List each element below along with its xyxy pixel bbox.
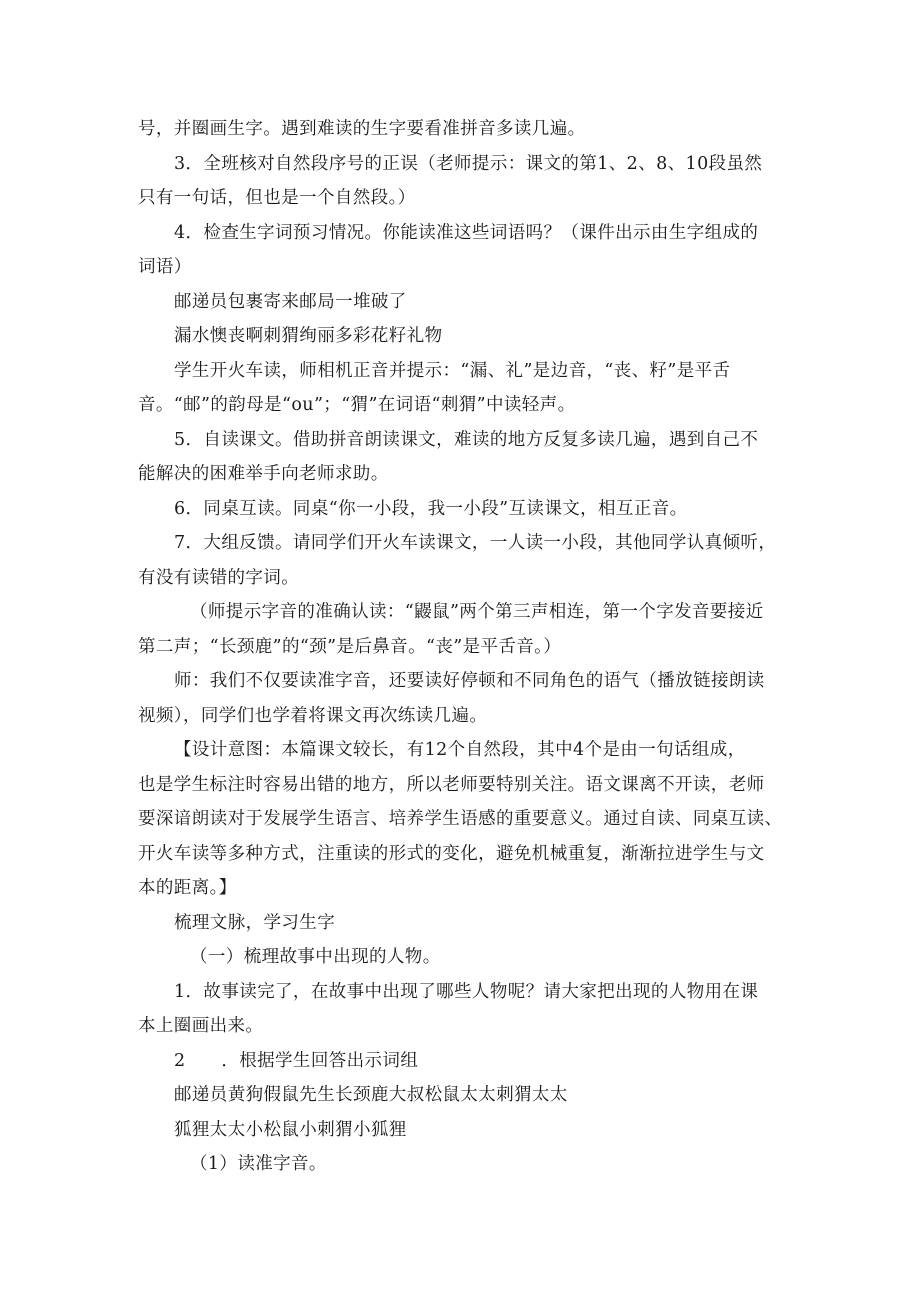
text-line: 只有一句话，但也是一个自然段。）: [138, 188, 416, 208]
text-line: 词语）: [138, 257, 192, 277]
design-intent-line: 【设计意图：本篇课文较长，有12个自然段，其中4个是由一句话组成，: [174, 740, 746, 760]
word-list-line: 狐狸太太小松鼠小刺猬小狐狸: [174, 1119, 407, 1140]
text-line: 视频），同学们也学着将课文再次练读几遍。: [138, 705, 488, 726]
text-line: 7．大组反馈。请同学们开火车读课文，一人读一小段，其他同学认真倾听，: [174, 533, 777, 553]
design-intent-line: 要深谙朗读对于发展学生语言、培养学生语感的重要意义。通过自读、同桌互读、: [138, 809, 783, 829]
text-line: 5．自读课文。借助拼音朗读课文，难读的地方反复多读几遍，遇到自己不: [174, 429, 759, 450]
text-line: （1）读准字音。: [190, 1154, 327, 1174]
text-line: 有没有读错的字词。: [138, 567, 300, 588]
text-line: 音。“邮”的韵母是“ou”；“猬”在词语“刺猬”中读轻声。: [138, 395, 576, 415]
design-intent-line: 本的距离。】: [138, 878, 237, 898]
text-line: （师提示字音的准确认读：“鼹鼠”两个第三声相连，第一个字发音要接近: [190, 602, 764, 622]
document-body: [138, 112, 810, 1182]
text-line: 第二声；“长颈鹿”的“颈”是后鼻音。“丧”是平舌音。）: [138, 636, 562, 657]
text-line: 能解决的困难举手向老师求助。: [138, 464, 389, 484]
section-heading: 梳理文脉，学习生字: [174, 912, 336, 933]
text-line: 学生开火车读，师相机正音并提示：“漏、礼”是边音，“丧、籽”是平舌: [174, 360, 731, 381]
word-list-line: 漏水懊丧啊刺猬绚丽多彩花籽礼物: [174, 326, 443, 346]
subsection-heading: （一）梳理故事中出现的人物。: [190, 947, 441, 967]
design-intent-line: 开火车读等多种方式，注重读的形式的变化，避免机械重复，渐渐拉进学生与文: [138, 843, 765, 864]
text-line: 号，并圈画生字。遇到难读的生字要看准拼音多读几遍。: [138, 119, 586, 139]
text-line: 2 ．根据学生回答出示词组: [174, 1050, 419, 1071]
text-line: 4．检查生字词预习情况。你能读准这些词语吗？（课件出示由生字组成的: [174, 222, 759, 243]
design-intent-line: 也是学生标注时容易出错的地方，所以老师要特别关注。语文课离不开读，老师: [138, 774, 765, 795]
text-line: 本上圈画出来。: [138, 1016, 264, 1036]
text-line: 师：我们不仅要读准字音，还要读好停顿和不同角色的语气（播放链接朗读: [174, 671, 765, 691]
text-line: 3．全班核对自然段序号的正误（老师提示：课文的第1、2、8、10段虽然: [174, 153, 763, 174]
word-list-line: 邮递员黄狗假鼠先生长颈鹿大叔松鼠太太刺猬太太: [174, 1085, 568, 1105]
word-list-line: 邮递员包裹寄来邮局一堆破了: [174, 291, 407, 312]
text-line: 6．同桌互读。同桌“你一小段，我一小段”互读课文，相互正音。: [174, 498, 688, 519]
text-line: 1．故事读完了，在故事中出现了哪些人物呢？请大家把出现的人物用在课: [174, 981, 759, 1002]
